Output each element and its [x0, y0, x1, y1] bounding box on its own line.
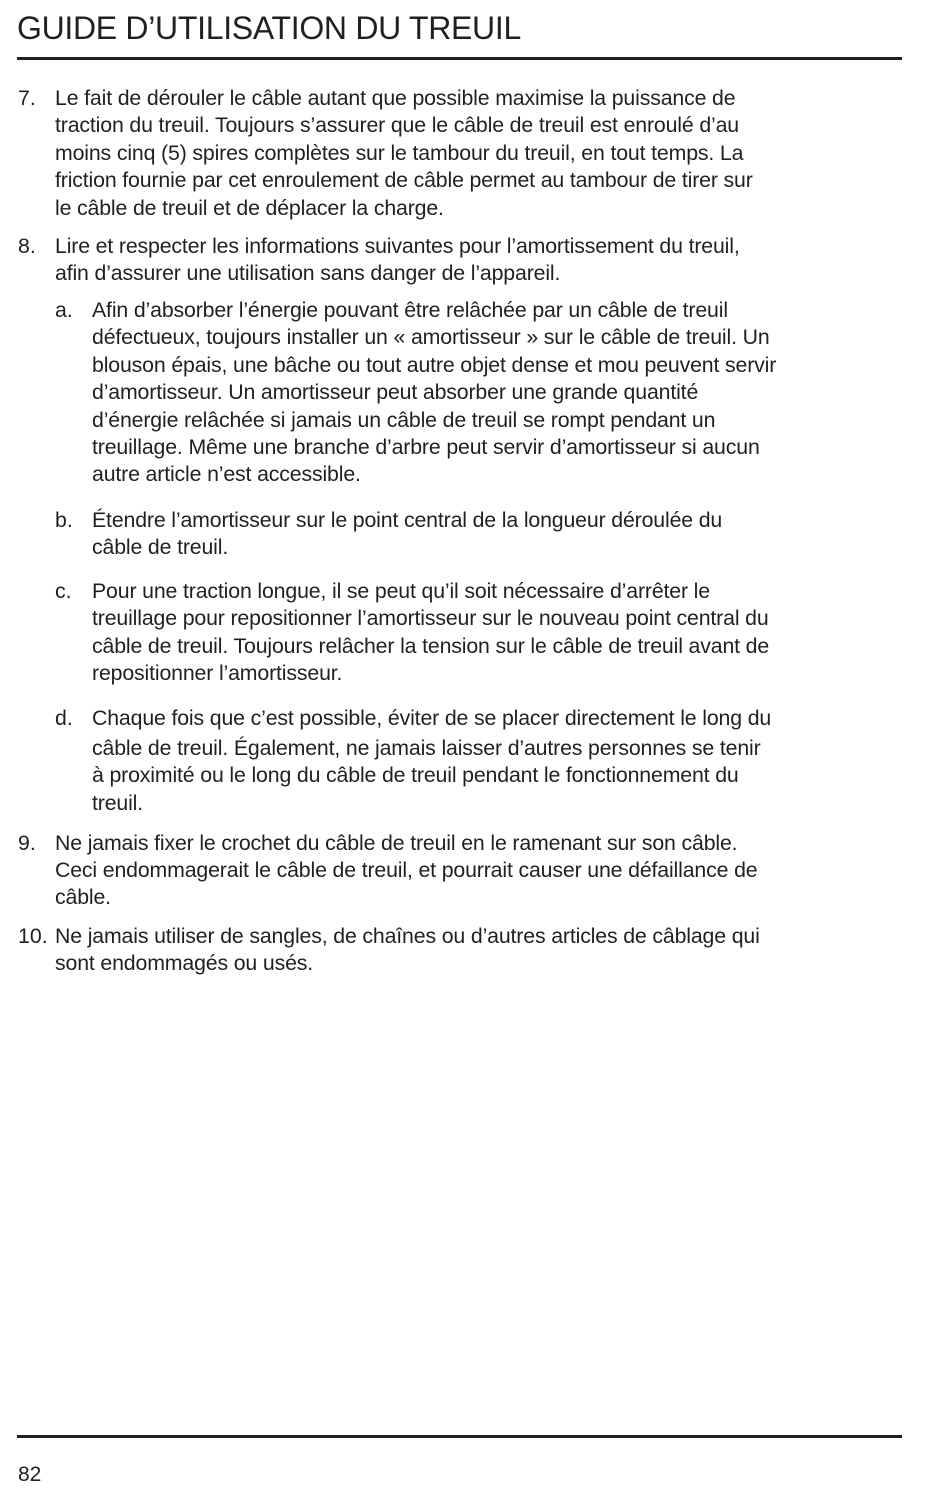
- sub-item-text-line: treuillage. Même une branche d’arbre peut servir d’amortisseur si aucun: [92, 435, 760, 459]
- item-text-line: Lire et respecter les informations suivantes pour l’amortissement du treuil,: [55, 234, 740, 258]
- sub-item-text-line: d’énergie relâchée si jamais un câble de treuil se rompt pendant un: [92, 408, 716, 432]
- sub-item-text-line: câble de treuil. Également, ne jamais laisser d’autres personnes se tenir: [92, 736, 761, 760]
- sub-item-text-line: câble de treuil. Toujours relâcher la tension sur le câble de treuil avant de: [92, 634, 770, 658]
- item-text-line: traction du treuil. Toujours s’assurer que le câble de treuil est enroulé d’au: [55, 113, 740, 137]
- sub-item-letter: a.: [55, 298, 73, 322]
- sub-item-text-line: blouson épais, une bâche ou tout autre objet dense et mou peuvent servir: [92, 353, 777, 377]
- sub-item-letter: d.: [55, 706, 73, 730]
- sub-item-text-line: Afin d’absorber l’énergie pouvant être relâchée par un câble de treuil: [92, 298, 728, 322]
- sub-item-text-line: Chaque fois que c’est possible, éviter de se placer directement le long du: [92, 706, 772, 730]
- item-text-line: afin d’assurer une utilisation sans danger de l’appareil.: [55, 261, 561, 285]
- sub-item-text-line: à proximité ou le long du câble de treuil pendant le fonctionnement du: [92, 763, 739, 787]
- list-number: 8.: [18, 234, 36, 258]
- sub-item-letter: c.: [55, 579, 72, 603]
- list-number: 10.: [18, 924, 48, 948]
- item-text-line: Ceci endommagerait le câble de treuil, et pourrait causer une défaillance de: [55, 858, 758, 882]
- sub-item-text-line: câble de treuil.: [92, 535, 229, 559]
- page-title: GUIDE D’UTILISATION DU TREUIL: [17, 10, 521, 46]
- list-number: 9.: [18, 831, 36, 855]
- sub-item-letter: b.: [55, 508, 73, 532]
- item-text-line: Le fait de dérouler le câble autant que possible maximise la puissance de: [55, 86, 736, 110]
- sub-item-text-line: Étendre l’amortisseur sur le point central de la longueur déroulée du: [92, 508, 723, 532]
- item-text-line: sont endommagés ou usés.: [55, 951, 314, 975]
- item-text-line: Ne jamais fixer le crochet du câble de treuil en le ramenant sur son câble.: [55, 831, 738, 855]
- header-divider: [17, 57, 902, 60]
- item-text-line: friction fournie par cet enroulement de câble permet au tambour de tirer sur: [55, 168, 753, 192]
- sub-item-text-line: Pour une traction longue, il se peut qu’il soit nécessaire d’arrêter le: [92, 579, 710, 603]
- sub-item-text-line: autre article n’est accessible.: [92, 462, 361, 486]
- item-text-line: moins cinq (5) spires complètes sur le tambour du treuil, en tout temps. La: [55, 141, 744, 165]
- item-text-line: Ne jamais utiliser de sangles, de chaînes ou d’autres articles de câblage qui: [55, 924, 760, 948]
- sub-item-text-line: d’amortisseur. Un amortisseur peut absorber une grande quantité: [92, 380, 699, 404]
- sub-item-text-line: repositionner l’amortisseur.: [92, 661, 343, 685]
- sub-item-text-line: défectueux, toujours installer un « amortisseur » sur le câble de treuil. Un: [92, 325, 770, 349]
- sub-item-text-line: treuil.: [92, 791, 144, 815]
- page-number: 82: [18, 1463, 42, 1486]
- item-text-line: le câble de treuil et de déplacer la charge.: [55, 196, 444, 220]
- item-text-line: câble.: [55, 885, 111, 909]
- sub-item-text-line: treuillage pour repositionner l’amortisseur sur le nouveau point central du: [92, 606, 769, 630]
- list-number: 7.: [18, 86, 36, 110]
- footer-divider: [17, 1435, 902, 1438]
